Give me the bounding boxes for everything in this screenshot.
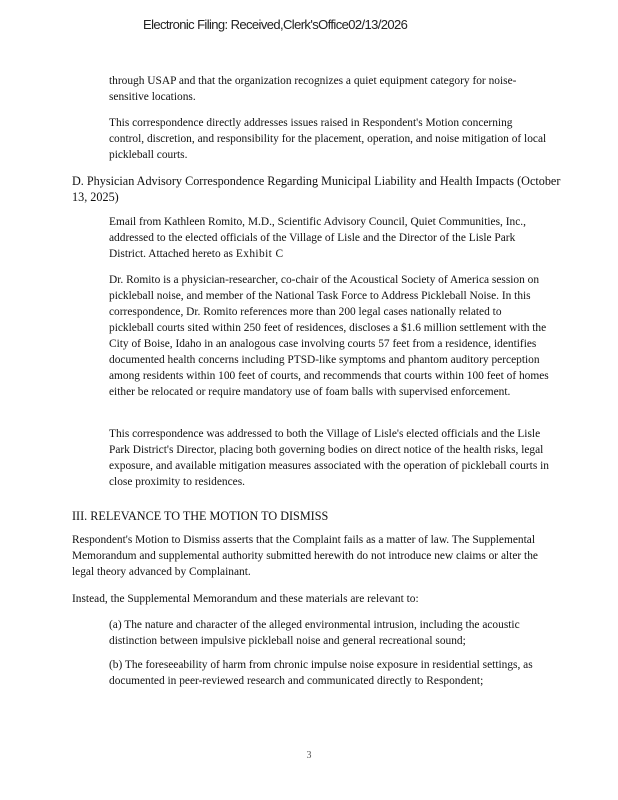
list-item-a: (a) The nature and character of the alleged environmental intrusion, including the acoustic distinction between impulsive pickleball noise and general recreational sound; bbox=[109, 619, 520, 647]
section-iii-heading: III. RELEVANCE TO THE MOTION TO DISMISS bbox=[72, 509, 329, 523]
paragraph-relevant: Instead, the Supplemental Memorandum and these materials are relevant to: bbox=[72, 593, 419, 605]
paragraph-notice: This correspondence was addressed to both the Village of Lisle's elected officials and the Lisle Park District's Director, placing both governing bodies on direct notice of the health risks, legal exposure, and available mitigation measures associated with the operation of pickleball courts in close proximity to residences. bbox=[109, 428, 549, 488]
paragraph-romito-email bbox=[109, 214, 549, 262]
paragraph-romito-bio: Dr. Romito is a physician-researcher, co-chair of the Acoustical Society of America session on pickleball noise, and member of the National Task Force to Address Pickleball Noise. In this correspondence, Dr. Romito references more than 200 legal cases nationally related to pickleball courts sited within 250 feet of residences, discloses a $1.6 million settlement with the City of Boise, Idaho in an analogous case involving courts 57 feet from a residence, identifies documented health concerns including PTSD-like symptoms and phantom auditory perception among residents within 100 feet of courts, and recommends that courts within 100 feet of homes either be relocated or require mandatory use of foam balls with supervised enforcement. bbox=[109, 274, 549, 398]
romito-email-text: Email from Kathleen Romito, M.D., Scientific Advisory Council, Quiet Communities, Inc., addressed to the elected officials of the Village of Lisle and the Director of the Lisle Park District. Attached hereto as bbox=[109, 216, 526, 260]
paragraph-motion: Respondent's Motion to Dismiss asserts that the Complaint fails as a matter of law. The Supplemental Memorandum and supplemental authority submitted herewith do not introduce new claims or alter the legal theory advanced by Complainant. bbox=[72, 534, 538, 578]
page-number: 3 bbox=[306, 750, 312, 761]
exhibit-c-ref: Exhibit C bbox=[235, 248, 284, 260]
list-item-b: (b) The foreseeability of harm from chronic impulse noise exposure in residential settings, as documented in peer-reviewed research and communicated directly to Respondent; bbox=[109, 659, 533, 687]
paragraph-control: This correspondence directly addresses issues raised in Respondent's Motion concerning control, discretion, and responsibility for the placement, operation, and noise mitigation of local pickleball courts. bbox=[109, 117, 547, 161]
section-d-heading: D. Physician Advisory Correspondence Regarding Municipal Liability and Health Impacts (October 13, 2025) bbox=[72, 174, 561, 204]
filing-stamp: Electronic Filing: Received,Clerk'sOffice02/13/2026 bbox=[143, 17, 408, 32]
paragraph-usap: through USAP and that the organization recognizes a quiet equipment category for noise-sensitive locations. bbox=[109, 75, 517, 103]
